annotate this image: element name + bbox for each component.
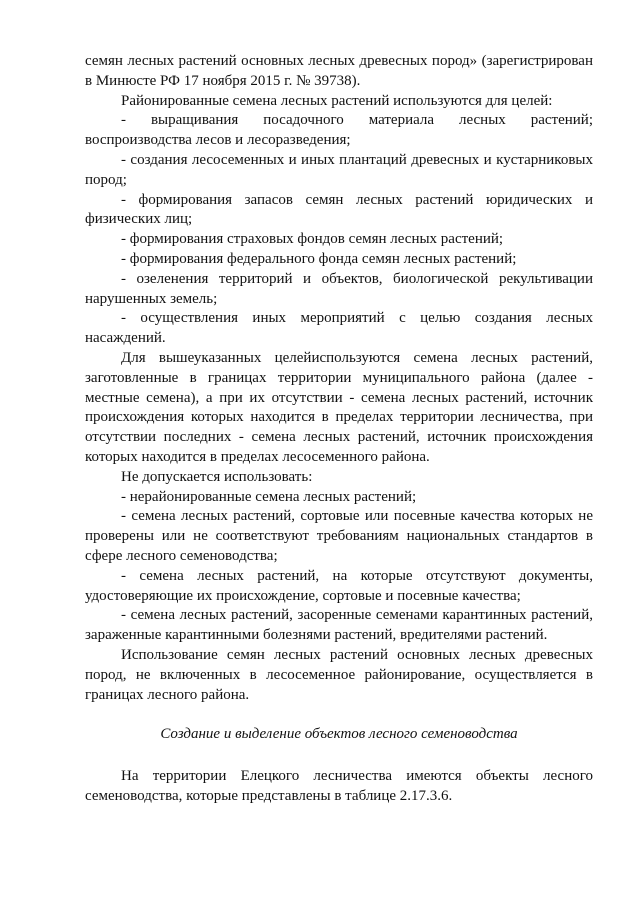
list-item-no-documents: - семена лесных растений, на которые отсутствуют документы, удостоверяющие их происхождение, сортовые и посевные качества; — [85, 567, 593, 604]
list-item-seed-plantations: - создания лесосеменных и иных плантаций древесных и кустарниковых пород; — [85, 151, 593, 188]
paragraph-local-seeds: Для вышеуказанных целейиспользуются семена лесных растений, заготовленные в границах территории муниципального района (далее - местные семена), а при их отсутствии - семена лесных растений, источник происхождения которых находится в пределах территории лесничества, при отсутствии последних - семена лесных растений, источник происхождения которых находится в пределах лесосеменного района. — [85, 349, 593, 465]
paragraph-registration: семян лесных растений основных лесных древесных пород» (зарегистрирован в Минюсте РФ 17 ноября 2015 г. № 39738). — [85, 53, 593, 89]
list-item-contaminated-seeds: - семена лесных растений, засоренные семенами карантинных растений, зараженные карантинными болезнями растений, вредителями растений. — [85, 607, 593, 644]
list-item-non-zoned-seeds: - нерайонированные семена лесных растений; — [121, 488, 417, 505]
paragraph-purposes-intro: Районированные семена лесных растений используются для целей: — [121, 92, 553, 109]
document-page — [85, 52, 593, 807]
list-item-landscaping: - озеленения территорий и объектов, биологической рекультивации нарушенных земель; — [85, 270, 593, 307]
paragraph-yelets-forestry: На территории Елецкого лесничества имеются объекты лесного семеноводства, которые представлены в таблице 2.17.3.6. — [85, 768, 593, 804]
list-item-federal-fund: - формирования федерального фонда семян лесных растений; — [121, 250, 517, 267]
list-item-seed-stocks: - формирования запасов семян лесных растений юридических и физических лиц; — [85, 191, 593, 228]
list-item-growing-planting-material: - выращивания посадочного материала лесных растений; воспроизводства лесов и лесоразведения; — [85, 112, 593, 149]
list-item-unverified-quality: - семена лесных растений, сортовые или посевные качества которых не проверены или не соответствуют требованиям национальных стандартов в сфере лесного семеноводства; — [85, 508, 593, 564]
paragraph-non-zoned-species: Использование семян лесных растений основных лесных древесных пород, не включенных в лесосеменное районирование, осуществляется в границах лесного района. — [85, 646, 593, 703]
section-heading: Создание и выделение объектов лесного семеноводства — [160, 726, 518, 743]
paragraph-not-allowed-intro: Не допускается использовать: — [121, 468, 313, 485]
list-item-other-measures: - осуществления иных мероприятий с целью создания лесных насаждений. — [85, 310, 593, 347]
list-item-insurance-funds: - формирования страховых фондов семян лесных растений; — [121, 231, 504, 248]
